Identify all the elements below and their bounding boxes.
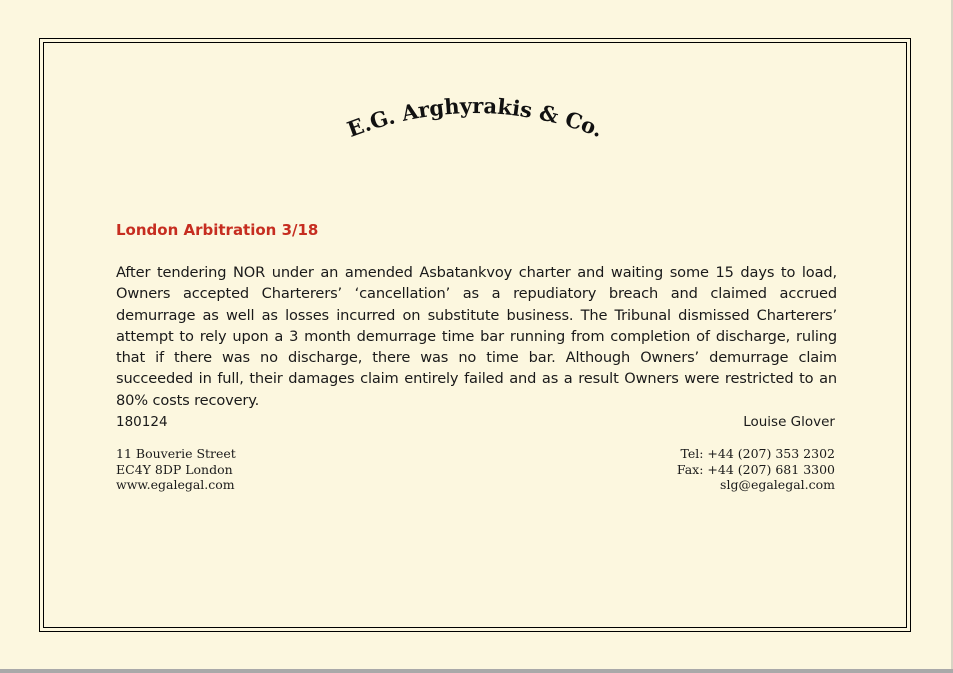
address-postcode-city: EC4Y 8DP London [116,461,233,477]
address-street: 11 Bouverie Street [116,446,236,461]
contact-details [677,446,835,493]
window-bottom-edge [0,669,953,673]
author-name: Louise Glover [743,414,835,430]
telephone-number: Tel: +44 (207) 353 2302 [680,446,835,461]
email-link[interactable]: slg@egalegal.com [720,477,835,492]
fax-number: Fax: +44 (207) 681 3300 [676,461,835,477]
svg-text:E.G. Arghyrakis & Co. [344,93,607,142]
article-body: After tendering NOR under an amended Asbatankvoy charter and waiting some 15 days to load, Owners accepted Charterers’ ‘cancellation’ as a repudiatory breach and claimed accrued demurrage as well as losses incurred on substitute business. The Tribunal dismissed Charterers’ attempt to rely upon a 3 month demurrage time bar running from completion of discharge, ruling that if there was no discharge, there was no time bar. Although Owners’ demurrage claim succeeded in full, their damages claim entirely failed and as a result Owners were restricted to an 80% costs recovery. [116,264,837,409]
letterhead-arc-text [335,92,615,152]
postal-address [116,446,236,493]
reference-number: 180124 [116,414,168,430]
letterhead [335,92,615,152]
firm-name: E.G. Arghyrakis & Co. [343,92,607,143]
website-link[interactable]: www.egalegal.com [116,477,235,492]
article-heading: London Arbitration 3/18 [116,221,319,239]
